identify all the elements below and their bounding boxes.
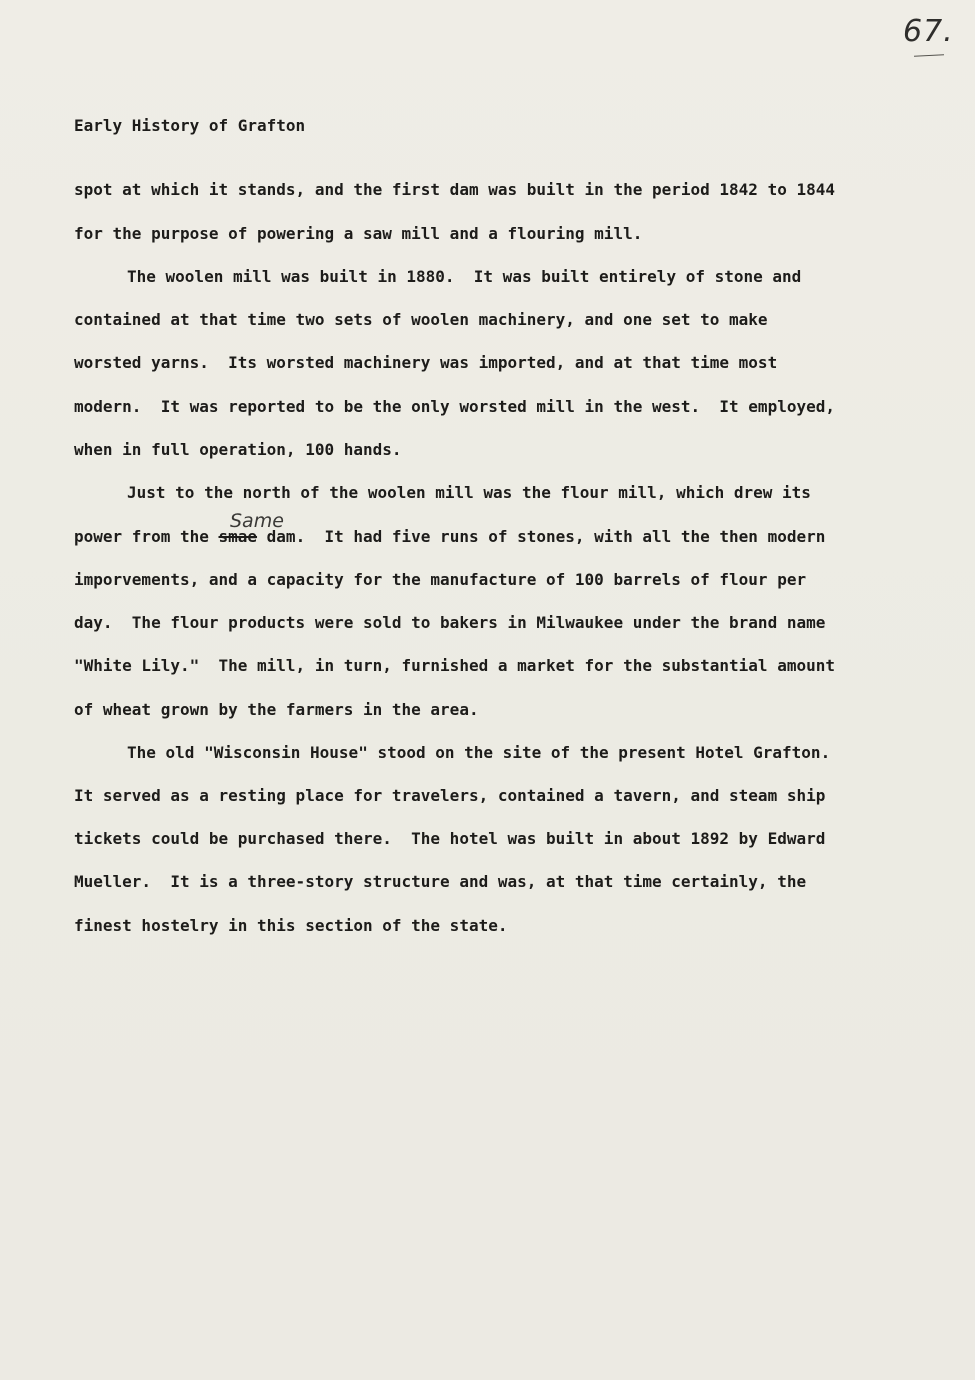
- page-number-underline: [914, 54, 944, 57]
- body-line: Just to the north of the woolen mill was the flour mill, which drew its: [127, 483, 811, 502]
- running-head: Early History of Grafton: [74, 116, 306, 135]
- page-number: 67.: [903, 14, 954, 49]
- body-line: The woolen mill was built in 1880. It was built entirely of stone and: [127, 267, 802, 286]
- body-line: "White Lily." The mill, in turn, furnished a market for the substantial amount: [74, 656, 835, 675]
- body-line: modern. It was reported to be the only worsted mill in the west. It employed,: [74, 397, 835, 416]
- body-line: The old "Wisconsin House" stood on the site of the present Hotel Grafton.: [127, 743, 831, 762]
- body-line: Mueller. It is a three-story structure and was, at that time certainly, the: [74, 872, 807, 891]
- body-line: imporvements, and a capacity for the manufacture of 100 barrels of flour per: [74, 570, 807, 589]
- body-line: tickets could be purchased there. The hotel was built in about 1892 by Edward: [74, 829, 826, 848]
- body-line: worsted yarns. Its worsted machinery was imported, and at that time most: [74, 353, 778, 372]
- body-line: contained at that time two sets of woolen machinery, and one set to make: [74, 310, 768, 329]
- body-line: finest hostelry in this section of the state.: [74, 916, 508, 935]
- body-line-with-correction: [74, 527, 825, 547]
- line-segment: dam. It had five runs of stones, with all the then modern: [257, 527, 826, 546]
- body-line: It served as a resting place for travelers, contained a tavern, and steam ship: [74, 786, 826, 805]
- body-line: of wheat grown by the farmers in the area.: [74, 700, 479, 719]
- body-line: for the purpose of powering a saw mill and a flouring mill.: [74, 224, 643, 243]
- body-line: day. The flour products were sold to bakers in Milwaukee under the brand name: [74, 613, 826, 632]
- line-segment: power from the: [74, 527, 219, 546]
- struck-word: smae: [218, 527, 258, 546]
- handwritten-correction: Same: [230, 510, 284, 532]
- body-line: when in full operation, 100 hands.: [74, 440, 402, 459]
- body-line: spot at which it stands, and the first dam was built in the period 1842 to 1844: [74, 180, 835, 199]
